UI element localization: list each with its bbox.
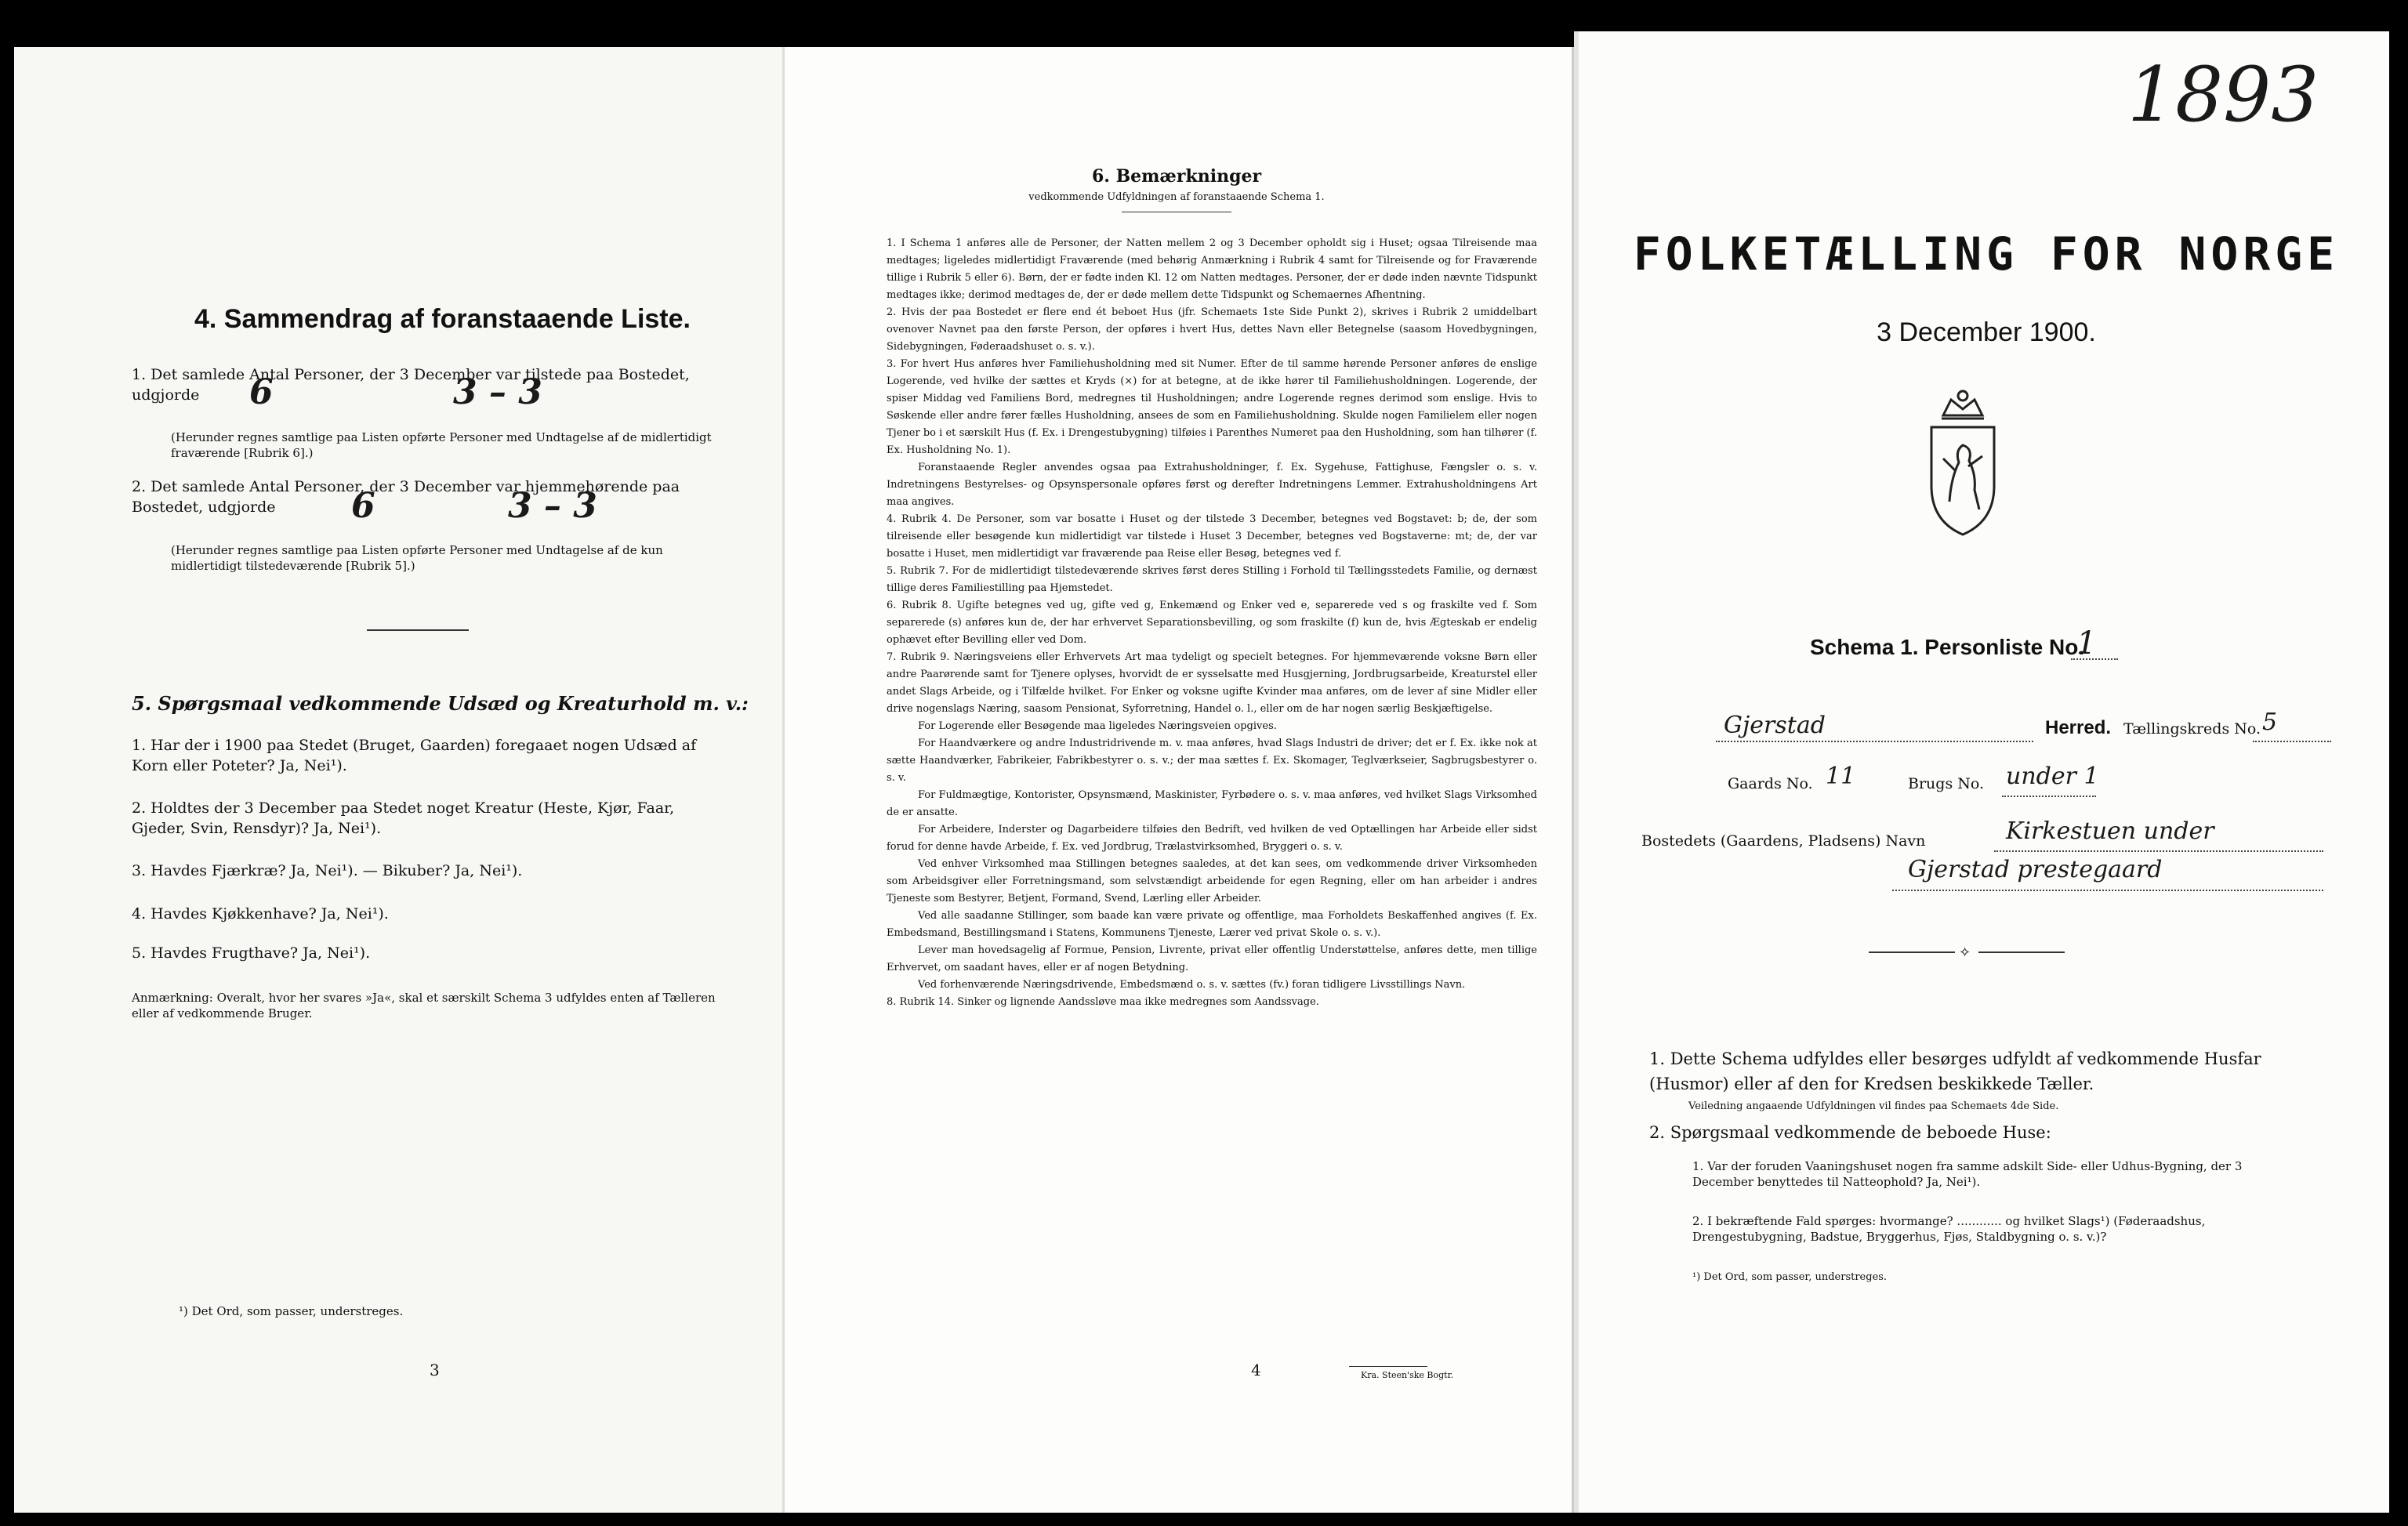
bosted-value-1: Kirkestuen under [2006,817,2214,845]
brugs-line [2002,796,2096,797]
instruction-2-q2: 2. I bekræftende Fald spørges: hvormange? ............ og hvilket Slags¹) (Føderaadshus, Drengestubygning, Badstue, Bryggerhus, Fjøs, Staldbygning o. s. v.)? [1692,1214,2206,1244]
remark-paragraph: 1. I Schema 1 anføres alle de Personer, der Natten mellem 2 og 3 December opholdt sig i Huset; ogsaa Tilreisende maa medtages; ligeledes midlertidigt Fraværende (med behørig Anmærkning i Rubrik 4 samt for Tilreisende og for Fraværende tillige i Rubrik 5 eller 6). Børn, der er fødte inden Kl. 12 om Natten medtages. Personer, der er døde inden nævnte Tidspunkt medtages ikke; derimod medtages de, der er døde mellem dette Tidspunkt og Schemaernes Afhentning. [887,237,1537,301]
kreds-line [2253,741,2331,742]
item1-value: 6 [249,372,274,412]
remark-paragraph: Ved enhver Virksomhed maa Stillingen betegnes saaledes, at det kan sees, om vedkommende driver Virksomheden som Arbeidsgiver eller Forretningsmand, som selvstændigt arbeidende for egen Regning, eller om han arbeider i andres Tjeneste som Bestyrer, Betjent, Formand, Svend, Lærling eller Arbeider. [887,858,1537,904]
schema-label: Schema 1. Personliste No. [1810,635,2085,659]
bosted-line-2 [1892,890,2323,891]
coat-of-arms [1920,384,2006,544]
instruction-1-sub: Veiledning angaaende Udfyldningen vil findes paa Schemaets 4de Side. [1688,1100,2059,1112]
census-title: FOLKETÆLLING FOR NORGE [1633,227,2340,281]
instruction-2: 2. Spørgsmaal vedkommende de beboede Huse: [1649,1123,2051,1142]
herred-label: Herred. [2045,717,2112,738]
kreds-value: 5 [2262,709,2278,736]
item2-split: 3 – 3 [508,486,597,526]
remarks-list [887,235,1537,1011]
footnote: ¹) Det Ord, som passer, understreges. [179,1304,404,1318]
remark-paragraph: Ved forhenværende Næringsdrivende, Embedsmænd o. s. v. sættes (fv.) foran tidligere Livsstillings Navn. [918,979,1466,991]
bosted-label: Bostedets (Gaardens, Pladsens) Navn [1641,832,1926,850]
ornament-divider: ✧ [1869,944,2065,960]
remark-paragraph: For Arbeidere, Inderster og Dagarbeidere tilføies den Bedrift, ved hvilken de ved Optællingen har Arbeide eller sidst forud for denne havde Arbeide, f. Ex. ved Jordbrug, Trælastvirksomhed, Bryggeri o. s. v. [887,824,1537,853]
item2-value: 6 [351,486,375,526]
remark-paragraph: 2. Hvis der paa Bostedet er flere end ét beboet Hus (jfr. Schemaets 1ste Side Punkt 2), skrives i Rubrik 2 umiddelbart ovenover Navnet paa den første Person, der opføres i hvert Hus, dettes Navn eller Betegnelse (saasom Hovedbygningen, Sidebygningen, Føderaadshuset o. s. v.). [887,306,1537,353]
gaards-label: Gaards No. [1728,775,1813,792]
remark: Anmærkning: Overalt, hvor her svares »Ja«, skal et særskilt Schema 3 udfyldes enten af Tælleren eller af vedkommende Bruger. [132,991,716,1020]
section5-title: 5. Spørgsmaal vedkommende Udsæd og Kreaturhold m. v.: [132,692,749,715]
remark-paragraph: 3. For hvert Hus anføres hver Familiehusholdning med sit Numer. Efter de til samme hørende Personer anføres de enslige Logerende, ved hvilke der sættes et Kryds (×) for at betegne, at de ikke hører til Familiehusholdningen. Logerende, der spiser Middag ved Familiens Bord, medregnes til Husholdningen; andre Logerende regnes derimod som enslige. Hvis to Søskende eller andre fører fælles Husholdning, ansees de som en Familiehusholdning. Skulde nogen Familielem eller nogen Tjener bo i et særskilt Hus (f. Ex. i Drengestubygning) tilføies i Parenthes Numeret paa den Husholdning, som han tilhører (f. Ex. Husholdning No. 1). [887,358,1537,456]
page-number: 3 [430,1361,440,1379]
item1-split: 3 – 3 [453,372,542,412]
remark-paragraph: For Logerende eller Besøgende maa ligeledes Næringsveien opgives. [918,720,1277,732]
remark-paragraph: Lever man hovedsagelig af Formue, Pension, Livrente, privat eller offentlig Understøttelse, anføres dette, men tillige Erhvervet, om saadant haves, eller er af nogen Betydning. [887,944,1537,973]
remark-paragraph: For Haandværkere og andre Industridrivende m. v. maa anføres, hvad Slags Industri de driver; det er f. Ex. ikke nok at sætte Haandværker, Fabrikeier, Fabrikbestyrer o. s. v.; der maa sættes f. Ex. Skomager, Teglværkseier, Sagbrugsbestyrer o. s. v. [887,738,1537,784]
bosted-line-1 [1994,850,2323,852]
divider [367,629,469,631]
item2-note: (Herunder regnes samtlige paa Listen opførte Personer med Undtagelse af de kun midlertidigt tilstedeværende [Rubrik 5].) [171,543,663,573]
herred-line [1716,741,2033,742]
question-3: 3. Havdes Fjærkræ? Ja, Nei¹). — Bikuber? Ja, Nei¹). [132,862,523,879]
remark-paragraph: 5. Rubrik 7. For de midlertidigt tilstedeværende skrives først deres Stilling i Forhold til Tællingsstedets Familie, og dernæst tillige deres Familiestilling paa Hjemstedet. [887,565,1537,594]
schema-number-line [2071,658,2118,660]
question-5: 5. Havdes Frugthave? Ja, Nei¹). [132,944,371,962]
footnote: ¹) Det Ord, som passer, understreges. [1692,1271,1888,1283]
question-4: 4. Havdes Kjøkkenhave? Ja, Nei¹). [132,905,389,922]
remark-paragraph: 7. Rubrik 9. Næringsveiens eller Erhvervets Art maa tydeligt og specielt betegnes. For hjemmeværende voksne Børn eller andre Paarørende samt for Tjenere oplyses, hvorvidt de er sysselsatte med Husgjerning, Jordbrugsarbeide, Kreaturstel eller andet Slags Arbeide, og i Tilfælde hvilket. For Enker og voksne ugifte Kvinder maa anføres, om de lever af sine Midler eller drive nogenslags Næring, saasom Pensionat, Syforretning, Handel o. l., eller om de har nogen særlig Beskjæftigelse. [887,651,1537,715]
gaards-value: 11 [1826,763,1856,790]
census-date: 3 December 1900. [1877,317,2096,347]
page-right [1574,31,2389,1513]
instruction-2-q1: 1. Var der foruden Vaaningshuset nogen fra samme adskilt Side- eller Udhus-Bygning, der 3 December benyttedes til Natteophold? Ja, Nei¹). [1692,1159,2243,1189]
item1-note: (Herunder regnes samtlige paa Listen opførte Personer med Undtagelse af de midlertidigt fraværende [Rubrik 6].) [171,430,712,460]
remark-paragraph: Ved alle saadanne Stillinger, som baade kan være private og offentlige, maa Forholdets Beskaffenhed angives (f. Ex. Embedsmand, Bestillingsmand i Statens, Kommunens Tjeneste, Lærer ved privat Skole o. s. v.). [887,910,1537,939]
item1-text: 1. Det samlede Antal Personer, der 3 December var tilstede paa Bostedet, udgjorde [132,366,690,404]
brugs-label: Brugs No. [1908,775,1985,792]
bosted-value-2: Gjerstad prestegaard [1908,856,2163,883]
brugs-value: under 1 [2006,763,2099,790]
printer-credit: Kra. Steen'ske Bogtr. [1361,1370,1454,1380]
section4-title: 4. Sammendrag af foranstaaende Liste. [194,304,691,334]
divider [1349,1366,1427,1367]
herred-value: Gjerstad [1724,712,1826,739]
instruction-1: 1. Dette Schema udfyldes eller besørges udfyldt af vedkommende Husfar (Husmor) eller af den for Kredsen beskikkede Tæller. [1649,1049,2261,1093]
kreds-label: Tællingskreds No. [2123,720,2261,738]
question-2: 2. Holdtes der 3 December paa Stedet noget Kreatur (Heste, Kjør, Faar, Gjeder, Svin, Rensdyr)? Ja, Nei¹). [132,799,675,837]
remark-paragraph: 8. Rubrik 14. Sinker og lignende Aandssløve maa ikke medregnes som Aandssvage. [887,996,1319,1008]
page-middle [782,47,1574,1513]
remark-paragraph: Foranstaaende Regler anvendes ogsaa paa Extrahusholdninger, f. Ex. Sygehuse, Fattighuse, Fængsler o. s. v. Indretningens Bestyrelses- og Opsynspersonale opføres først og derefter Indretningens Lemmer. Extrahusholdningens Art maa angives. [887,462,1537,508]
page-left [14,47,782,1513]
lion-crest-icon [1920,384,2006,541]
page-number: 4 [1251,1361,1261,1379]
remark-paragraph: For Fuldmægtige, Kontorister, Opsynsmænd, Maskinister, Fyrbødere o. s. v. maa anføres, ved hvilket Slags Virksomhed de er ansatte. [887,789,1537,818]
remark-paragraph: 6. Rubrik 8. Ugifte betegnes ved ug, gifte ved g, Enkemænd og Enker ved e, separerede ved s og fraskilte ved f. Som separerede (s) anføres kun de, der har erhvervet Separationsbevilling, og som fraskilte (f) kun de, hvis Ægteskab er endelig ophævet efter Bevilling eller ved Dom. [887,600,1537,646]
question-1: 1. Har der i 1900 paa Stedet (Bruget, Gaarden) foregaaet nogen Udsæd af Korn eller Poteter? Ja, Nei¹). [132,737,697,774]
remarks-subtitle: vedkommende Udfyldningen af foranstaaende Schema 1. [1028,191,1325,203]
item2-text: 2. Det samlede Antal Personer, der 3 December var hjemmehørende paa Bostedet, udgjorde [132,478,680,516]
remarks-title: 6. Bemærkninger [1091,166,1262,187]
remark-paragraph: 4. Rubrik 4. De Personer, som var bosatte i Huset og der tilstede 3 December, betegnes ved Bogstavet: b; de, der som tilreisende eller besøgende kun midlertidigt var tilstede i Huset 3 December, betegnes ved Bogstaverne: mt; de, der var bosatte i Huset, men midlertidigt var fraværende paa Reise eller Besøg, betegnes ved f. [887,513,1537,560]
schema-number: 1 [2076,625,2097,662]
handwritten-year: 1893 [2127,51,2319,139]
